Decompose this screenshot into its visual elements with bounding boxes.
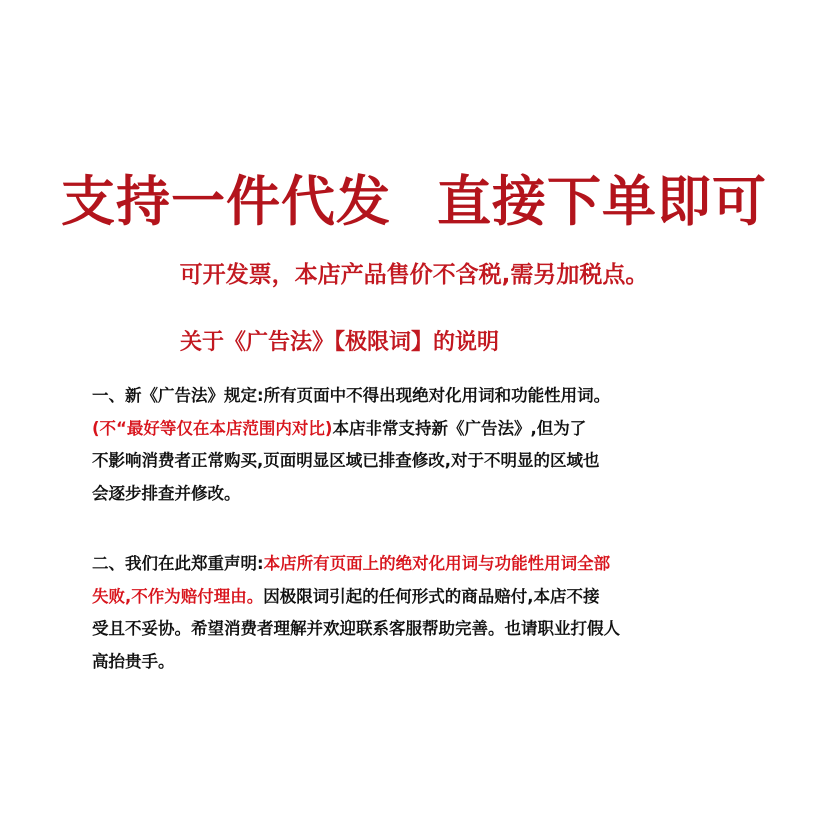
paragraph1-line4: 会逐步排查并修改。 <box>92 483 241 503</box>
paragraph1-line2 <box>92 413 792 446</box>
paragraph1-line2-rest: 本店非常支持新《广告法》,但为了 <box>332 418 587 438</box>
invoice-tax-note: 可开发票，本店产品售价不含税,需另加税点。 <box>179 262 649 288</box>
paragraph2-line3: 受且不妥协。希望消费者理解并欢迎联系客服帮助完善。也请职业打假人 <box>92 619 620 638</box>
headline <box>0 166 828 236</box>
paragraph2-red-part1: 本店所有页面上的绝对化用词与功能性用词全部 <box>263 554 611 573</box>
notice-title: 关于《广告法》【极限词】的说明 <box>180 330 500 355</box>
paragraph-ad-law <box>92 380 792 510</box>
paragraph2-line1 <box>92 548 792 581</box>
headline-order-direct: 直接下单即可 <box>437 169 767 233</box>
paragraph1-line1: 一、新《广告法》规定:所有页面中不得出现绝对化用词和功能性用词。 <box>92 386 611 405</box>
paragraph2-lead: 二、我们在此郑重声明: <box>92 554 264 573</box>
paragraph2-line2 <box>92 581 792 614</box>
headline-dropship: 支持一件代发 <box>61 169 391 233</box>
paragraph2-line4: 高抬贵手。 <box>92 651 175 671</box>
paragraph2-red-part2: 失败,不作为赔付理由。 <box>92 586 264 606</box>
paragraph1-red-note: (不“最好等仅在本店范围内对比) <box>92 418 333 438</box>
paragraph2-line2-rest: 因极限词引起的任何形式的商品赔付,本店不接 <box>263 586 600 606</box>
paragraph-declaration <box>92 548 792 678</box>
paragraph1-line3: 不影响消费者正常购买,页面明显区域已排查修改,对于不明显的区域也 <box>92 451 600 470</box>
